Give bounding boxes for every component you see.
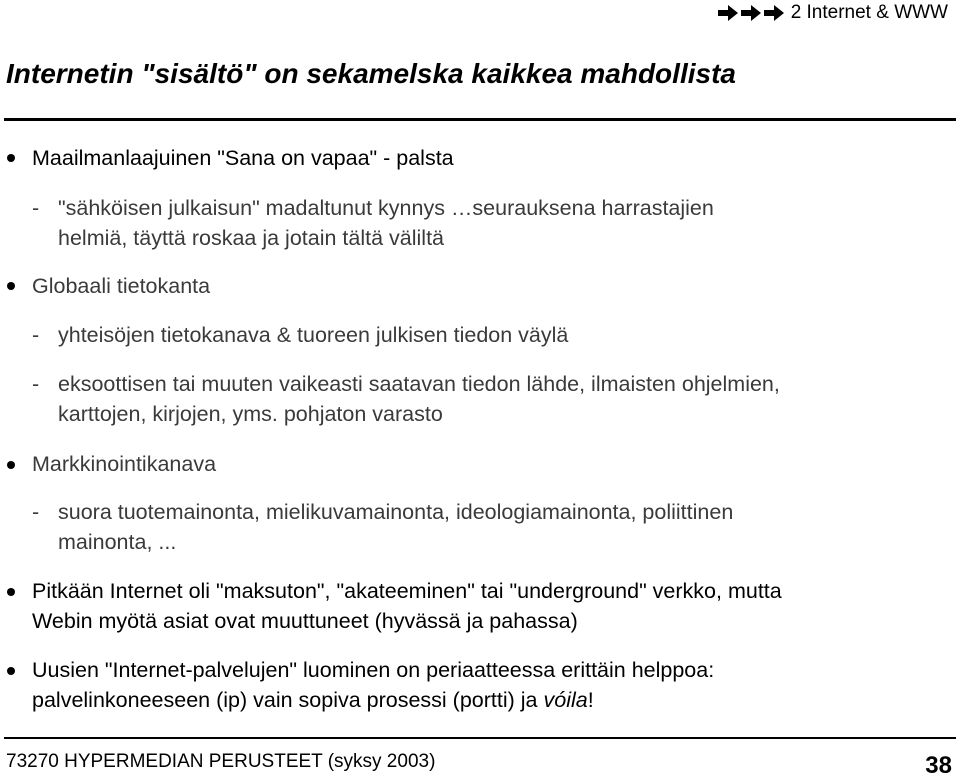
bullet-2-sub-1-line-1: yhteisöjen tietokanava & tuoreen julkisen tiedon väylä xyxy=(58,323,569,347)
bullet-icon xyxy=(7,667,15,675)
bullet-1-sub-1-line-2: helmiä, täyttä roskaa ja jotain tältä väliltä xyxy=(58,226,445,250)
bullet-2-text: Globaali tietokanta xyxy=(32,274,211,298)
dash-marker: - xyxy=(32,323,40,347)
bullet-5-line-2 xyxy=(32,685,594,715)
bullet-icon xyxy=(7,461,15,469)
bullet-4-line-2: Webin myötä asiat ovat muuttuneet (hyvässä ja pahassa) xyxy=(32,609,578,633)
footer-divider xyxy=(4,737,956,739)
page-number: 38 xyxy=(925,752,952,779)
bullet-3-sub-1-line-1: suora tuotemainonta, mielikuvamainonta, ideologiamainonta, poliittinen xyxy=(58,500,734,524)
bullet-2-sub-2-line-2: karttojen, kirjojen, yms. pohjaton varasto xyxy=(58,402,443,426)
dash-marker: - xyxy=(32,500,40,524)
bullet-icon xyxy=(7,588,15,596)
bullet-1-text: Maailmanlaajuinen "Sana on vapaa" - palsta xyxy=(32,146,454,170)
page-title: Internetin "sisältö" on sekamelska kaikkea mahdollista xyxy=(6,58,736,89)
bullet-3-text: Markkinointikanava xyxy=(32,452,217,476)
bullet-5-line-2-italic: vóila xyxy=(543,688,588,712)
dash-marker: - xyxy=(32,372,40,396)
bullet-1-sub-1-line-1: "sähköisen julkaisun" madaltunut kynnys …seurauksena harrastajien xyxy=(58,196,714,220)
bullet-5-line-2-main: palvelinkoneeseen (ip) vain sopiva prosessi (portti) ja xyxy=(32,688,544,712)
bullet-icon xyxy=(7,154,15,162)
bullet-5-line-2-end: ! xyxy=(587,688,594,712)
section-label: 2 Internet & WWW xyxy=(790,2,948,23)
bullet-4-line-1: Pitkään Internet oli "maksuton", "akateeminen" tai "underground" verkko, mutta xyxy=(32,579,782,603)
course-footer: 73270 HYPERMEDIAN PERUSTEET (syksy 2003) xyxy=(6,751,436,772)
bullet-2-sub-2-line-1: eksoottisen tai muuten vaikeasti saatavan tiedon lähde, ilmaisten ohjelmien, xyxy=(58,372,780,396)
bullet-5-line-1: Uusien "Internet-palvelujen" luominen on periaatteessa erittäin helppoa: xyxy=(32,658,715,682)
dash-marker: - xyxy=(32,196,40,220)
bullet-icon xyxy=(7,282,15,290)
bullet-3-sub-1-line-2: mainonta, ... xyxy=(58,530,177,554)
